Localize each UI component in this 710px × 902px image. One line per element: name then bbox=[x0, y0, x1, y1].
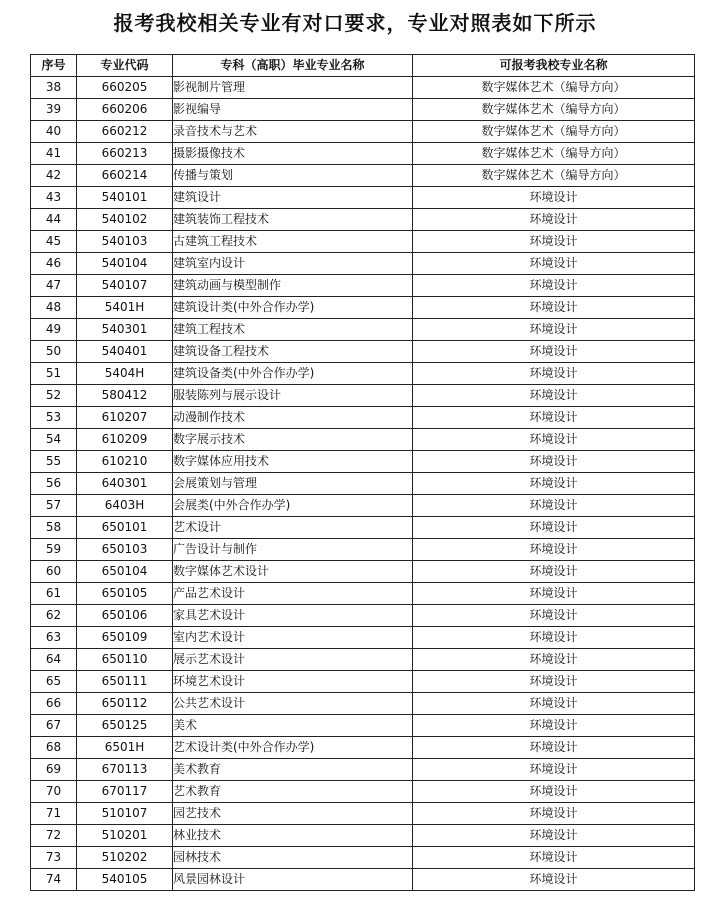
cell-seq: 68 bbox=[31, 737, 77, 759]
cell-target-major: 环境设计 bbox=[413, 275, 695, 297]
cell-seq: 40 bbox=[31, 121, 77, 143]
table-row bbox=[31, 781, 695, 803]
cell-source-major: 建筑设计类(中外合作办学) bbox=[173, 297, 413, 319]
cell-target-major: 数字媒体艺术（编导方向） bbox=[413, 77, 695, 99]
cell-source-major: 服装陈列与展示设计 bbox=[173, 385, 413, 407]
header-source-major: 专科（高职）毕业专业名称 bbox=[173, 55, 413, 77]
cell-seq: 71 bbox=[31, 803, 77, 825]
cell-code: 540105 bbox=[77, 869, 173, 891]
cell-code: 610207 bbox=[77, 407, 173, 429]
table-row bbox=[31, 231, 695, 253]
cell-seq: 42 bbox=[31, 165, 77, 187]
cell-source-major: 美术 bbox=[173, 715, 413, 737]
cell-target-major: 环境设计 bbox=[413, 561, 695, 583]
cell-code: 5404H bbox=[77, 363, 173, 385]
cell-code: 660205 bbox=[77, 77, 173, 99]
cell-seq: 57 bbox=[31, 495, 77, 517]
cell-code: 540107 bbox=[77, 275, 173, 297]
table-row bbox=[31, 341, 695, 363]
cell-source-major: 广告设计与制作 bbox=[173, 539, 413, 561]
cell-code: 510107 bbox=[77, 803, 173, 825]
table-row bbox=[31, 209, 695, 231]
cell-target-major: 环境设计 bbox=[413, 319, 695, 341]
cell-code: 540101 bbox=[77, 187, 173, 209]
cell-code: 540401 bbox=[77, 341, 173, 363]
cell-code: 660214 bbox=[77, 165, 173, 187]
cell-seq: 61 bbox=[31, 583, 77, 605]
table-row bbox=[31, 693, 695, 715]
cell-target-major: 数字媒体艺术（编导方向） bbox=[413, 121, 695, 143]
cell-target-major: 环境设计 bbox=[413, 341, 695, 363]
table-header-row bbox=[31, 55, 695, 77]
cell-target-major: 环境设计 bbox=[413, 583, 695, 605]
table-row bbox=[31, 451, 695, 473]
cell-seq: 49 bbox=[31, 319, 77, 341]
table-row bbox=[31, 627, 695, 649]
cell-target-major: 环境设计 bbox=[413, 517, 695, 539]
table-row bbox=[31, 319, 695, 341]
cell-seq: 69 bbox=[31, 759, 77, 781]
header-code: 专业代码 bbox=[77, 55, 173, 77]
cell-target-major: 环境设计 bbox=[413, 825, 695, 847]
table-row bbox=[31, 517, 695, 539]
cell-code: 660212 bbox=[77, 121, 173, 143]
cell-source-major: 展示艺术设计 bbox=[173, 649, 413, 671]
cell-code: 650109 bbox=[77, 627, 173, 649]
cell-seq: 53 bbox=[31, 407, 77, 429]
cell-code: 540102 bbox=[77, 209, 173, 231]
cell-target-major: 环境设计 bbox=[413, 847, 695, 869]
cell-code: 650112 bbox=[77, 693, 173, 715]
cell-source-major: 艺术设计 bbox=[173, 517, 413, 539]
cell-seq: 72 bbox=[31, 825, 77, 847]
cell-code: 670113 bbox=[77, 759, 173, 781]
cell-code: 650125 bbox=[77, 715, 173, 737]
cell-source-major: 传播与策划 bbox=[173, 165, 413, 187]
cell-source-major: 数字媒体应用技术 bbox=[173, 451, 413, 473]
cell-source-major: 影视编导 bbox=[173, 99, 413, 121]
cell-target-major: 环境设计 bbox=[413, 715, 695, 737]
cell-source-major: 园艺技术 bbox=[173, 803, 413, 825]
cell-seq: 64 bbox=[31, 649, 77, 671]
cell-code: 610210 bbox=[77, 451, 173, 473]
cell-source-major: 摄影摄像技术 bbox=[173, 143, 413, 165]
cell-target-major: 环境设计 bbox=[413, 363, 695, 385]
cell-source-major: 产品艺术设计 bbox=[173, 583, 413, 605]
cell-seq: 54 bbox=[31, 429, 77, 451]
cell-source-major: 建筑设计 bbox=[173, 187, 413, 209]
cell-code: 510202 bbox=[77, 847, 173, 869]
table-row bbox=[31, 143, 695, 165]
table-row bbox=[31, 99, 695, 121]
cell-target-major: 环境设计 bbox=[413, 187, 695, 209]
cell-seq: 58 bbox=[31, 517, 77, 539]
cell-seq: 56 bbox=[31, 473, 77, 495]
cell-code: 540104 bbox=[77, 253, 173, 275]
cell-source-major: 美术教育 bbox=[173, 759, 413, 781]
cell-code: 650111 bbox=[77, 671, 173, 693]
cell-seq: 41 bbox=[31, 143, 77, 165]
cell-target-major: 环境设计 bbox=[413, 231, 695, 253]
cell-source-major: 林业技术 bbox=[173, 825, 413, 847]
cell-seq: 48 bbox=[31, 297, 77, 319]
cell-target-major: 环境设计 bbox=[413, 407, 695, 429]
table-row bbox=[31, 429, 695, 451]
table-row bbox=[31, 605, 695, 627]
table-row bbox=[31, 253, 695, 275]
header-seq: 序号 bbox=[31, 55, 77, 77]
cell-source-major: 家具艺术设计 bbox=[173, 605, 413, 627]
cell-code: 5401H bbox=[77, 297, 173, 319]
cell-seq: 66 bbox=[31, 693, 77, 715]
cell-code: 640301 bbox=[77, 473, 173, 495]
cell-seq: 45 bbox=[31, 231, 77, 253]
cell-seq: 52 bbox=[31, 385, 77, 407]
table-row bbox=[31, 715, 695, 737]
table-row bbox=[31, 473, 695, 495]
cell-source-major: 数字展示技术 bbox=[173, 429, 413, 451]
cell-target-major: 环境设计 bbox=[413, 737, 695, 759]
table-row bbox=[31, 385, 695, 407]
cell-seq: 39 bbox=[31, 99, 77, 121]
cell-source-major: 建筑设备类(中外合作办学) bbox=[173, 363, 413, 385]
cell-seq: 38 bbox=[31, 77, 77, 99]
cell-source-major: 录音技术与艺术 bbox=[173, 121, 413, 143]
cell-seq: 67 bbox=[31, 715, 77, 737]
cell-target-major: 环境设计 bbox=[413, 451, 695, 473]
cell-code: 650106 bbox=[77, 605, 173, 627]
cell-source-major: 动漫制作技术 bbox=[173, 407, 413, 429]
cell-target-major: 环境设计 bbox=[413, 869, 695, 891]
cell-source-major: 艺术教育 bbox=[173, 781, 413, 803]
header-target-major: 可报考我校专业名称 bbox=[413, 55, 695, 77]
cell-code: 660206 bbox=[77, 99, 173, 121]
cell-source-major: 室内艺术设计 bbox=[173, 627, 413, 649]
cell-source-major: 风景园林设计 bbox=[173, 869, 413, 891]
cell-target-major: 环境设计 bbox=[413, 253, 695, 275]
cell-target-major: 环境设计 bbox=[413, 693, 695, 715]
cell-source-major: 建筑设备工程技术 bbox=[173, 341, 413, 363]
cell-target-major: 环境设计 bbox=[413, 649, 695, 671]
cell-seq: 59 bbox=[31, 539, 77, 561]
table-row bbox=[31, 187, 695, 209]
cell-code: 510201 bbox=[77, 825, 173, 847]
page-title: 报考我校相关专业有对口要求，专业对照表如下所示 bbox=[113, 11, 597, 35]
cell-target-major: 环境设计 bbox=[413, 297, 695, 319]
cell-source-major: 建筑工程技术 bbox=[173, 319, 413, 341]
cell-source-major: 会展类(中外合作办学) bbox=[173, 495, 413, 517]
cell-target-major: 数字媒体艺术（编导方向） bbox=[413, 143, 695, 165]
cell-source-major: 影视制片管理 bbox=[173, 77, 413, 99]
cell-code: 670117 bbox=[77, 781, 173, 803]
cell-target-major: 环境设计 bbox=[413, 539, 695, 561]
table-row bbox=[31, 561, 695, 583]
cell-seq: 73 bbox=[31, 847, 77, 869]
cell-code: 660213 bbox=[77, 143, 173, 165]
cell-seq: 46 bbox=[31, 253, 77, 275]
cell-target-major: 环境设计 bbox=[413, 605, 695, 627]
cell-source-major: 数字媒体艺术设计 bbox=[173, 561, 413, 583]
table-row bbox=[31, 165, 695, 187]
cell-code: 540301 bbox=[77, 319, 173, 341]
cell-source-major: 艺术设计类(中外合作办学) bbox=[173, 737, 413, 759]
table-row bbox=[31, 847, 695, 869]
cell-target-major: 数字媒体艺术（编导方向） bbox=[413, 165, 695, 187]
cell-code: 650101 bbox=[77, 517, 173, 539]
cell-source-major: 环境艺术设计 bbox=[173, 671, 413, 693]
cell-source-major: 公共艺术设计 bbox=[173, 693, 413, 715]
table-row bbox=[31, 671, 695, 693]
table-row bbox=[31, 297, 695, 319]
table-row bbox=[31, 825, 695, 847]
cell-seq: 63 bbox=[31, 627, 77, 649]
cell-code: 6403H bbox=[77, 495, 173, 517]
cell-code: 650105 bbox=[77, 583, 173, 605]
cell-seq: 50 bbox=[31, 341, 77, 363]
cell-source-major: 会展策划与管理 bbox=[173, 473, 413, 495]
cell-code: 650110 bbox=[77, 649, 173, 671]
cell-code: 650103 bbox=[77, 539, 173, 561]
cell-target-major: 环境设计 bbox=[413, 627, 695, 649]
table-row bbox=[31, 649, 695, 671]
table-row bbox=[31, 737, 695, 759]
cell-target-major: 环境设计 bbox=[413, 759, 695, 781]
cell-seq: 47 bbox=[31, 275, 77, 297]
cell-source-major: 建筑室内设计 bbox=[173, 253, 413, 275]
major-mapping-table bbox=[30, 54, 695, 891]
cell-target-major: 数字媒体艺术（编导方向） bbox=[413, 99, 695, 121]
cell-source-major: 建筑动画与模型制作 bbox=[173, 275, 413, 297]
cell-seq: 44 bbox=[31, 209, 77, 231]
cell-target-major: 环境设计 bbox=[413, 495, 695, 517]
cell-seq: 60 bbox=[31, 561, 77, 583]
table-row bbox=[31, 759, 695, 781]
cell-seq: 62 bbox=[31, 605, 77, 627]
table-row bbox=[31, 121, 695, 143]
cell-source-major: 古建筑工程技术 bbox=[173, 231, 413, 253]
cell-code: 610209 bbox=[77, 429, 173, 451]
cell-seq: 43 bbox=[31, 187, 77, 209]
cell-code: 650104 bbox=[77, 561, 173, 583]
cell-seq: 74 bbox=[31, 869, 77, 891]
cell-source-major: 建筑装饰工程技术 bbox=[173, 209, 413, 231]
cell-target-major: 环境设计 bbox=[413, 429, 695, 451]
table-row bbox=[31, 363, 695, 385]
cell-seq: 55 bbox=[31, 451, 77, 473]
table-row bbox=[31, 583, 695, 605]
cell-target-major: 环境设计 bbox=[413, 209, 695, 231]
cell-seq: 65 bbox=[31, 671, 77, 693]
table-row bbox=[31, 407, 695, 429]
cell-source-major: 园林技术 bbox=[173, 847, 413, 869]
cell-target-major: 环境设计 bbox=[413, 385, 695, 407]
table-row bbox=[31, 803, 695, 825]
table-row bbox=[31, 869, 695, 891]
cell-code: 580412 bbox=[77, 385, 173, 407]
cell-seq: 70 bbox=[31, 781, 77, 803]
table-row bbox=[31, 539, 695, 561]
table-row bbox=[31, 77, 695, 99]
cell-code: 6501H bbox=[77, 737, 173, 759]
cell-code: 540103 bbox=[77, 231, 173, 253]
table-row bbox=[31, 275, 695, 297]
cell-target-major: 环境设计 bbox=[413, 671, 695, 693]
table-row bbox=[31, 495, 695, 517]
cell-seq: 51 bbox=[31, 363, 77, 385]
cell-target-major: 环境设计 bbox=[413, 473, 695, 495]
cell-target-major: 环境设计 bbox=[413, 781, 695, 803]
cell-target-major: 环境设计 bbox=[413, 803, 695, 825]
